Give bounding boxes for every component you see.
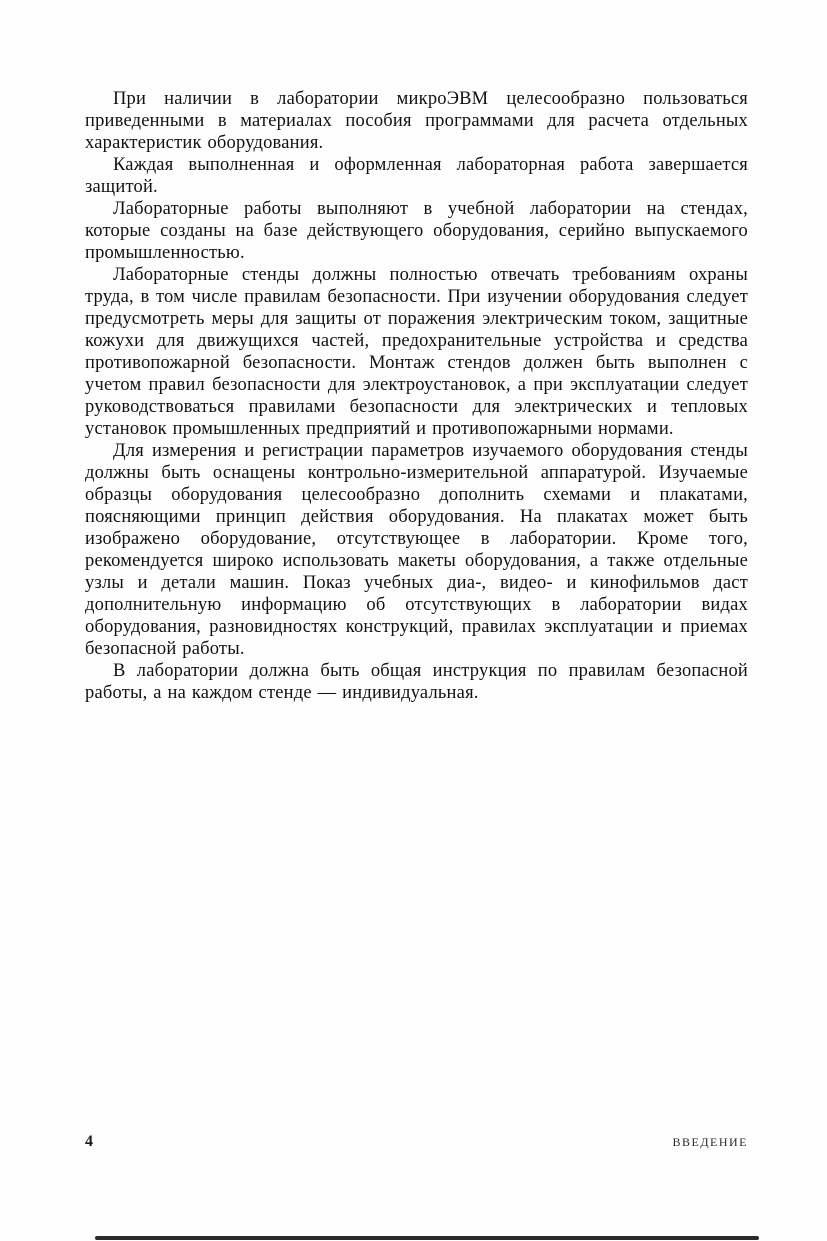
running-head: ВВЕДЕНИЕ bbox=[672, 1135, 748, 1149]
page-footer bbox=[85, 1133, 748, 1151]
paragraph: Для измерения и регистрации параметров изучаемого оборудования стенды должны быть оснащены контрольно-измерительной аппаратурой. Изучаемые образцы оборудования целесообразно дополнить схемами и плакатами, поясняющими принцип действия оборудования. На плакатах может быть изображено оборудование, отсутствующее в лаборатории. Кроме того, рекомендуется широко использовать макеты оборудования, а также отдельные узлы и детали машин. Показ учебных диа-, видео- и кинофильмов даст дополнительную информацию об отсутствующих в лаборатории видах оборудования, разновидностях конструкций, правилах эксплуатации и приемах безопасной работы. bbox=[85, 441, 748, 659]
body-text bbox=[85, 88, 748, 704]
paragraph: Лабораторные стенды должны полностью отвечать требованиям охраны труда, в том числе правилам безопасности. При изучении оборудования следует предусмотреть меры для защиты от поражения электрическим током, защитные кожухи для движущихся частей, предохранительные устройства и средства противопожарной безопасности. Монтаж стендов должен быть выполнен с учетом правил безопасности для электроустановок, а при эксплуатации следует руководствоваться правилами безопасности для электрических и тепловых установок промышленных предприятий и противопожарными нормами. bbox=[85, 265, 748, 439]
paragraph: При наличии в лаборатории микроЭВМ целесообразно пользоваться приведенными в материалах пособия программами для расчета отдельных характеристик оборудования. bbox=[85, 89, 748, 153]
scan-edge-artifact bbox=[95, 1236, 759, 1240]
paragraph: В лаборатории должна быть общая инструкция по правилам безопасной работы, а на каждом стенде — индивидуальная. bbox=[85, 661, 748, 703]
paragraph: Лабораторные работы выполняют в учебной лаборатории на стендах, которые созданы на базе действующего оборудования, серийно выпускаемого промышленностью. bbox=[85, 199, 748, 263]
page-number: 4 bbox=[85, 1133, 93, 1150]
paragraph: Каждая выполненная и оформленная лабораторная работа завершается защитой. bbox=[85, 155, 748, 197]
